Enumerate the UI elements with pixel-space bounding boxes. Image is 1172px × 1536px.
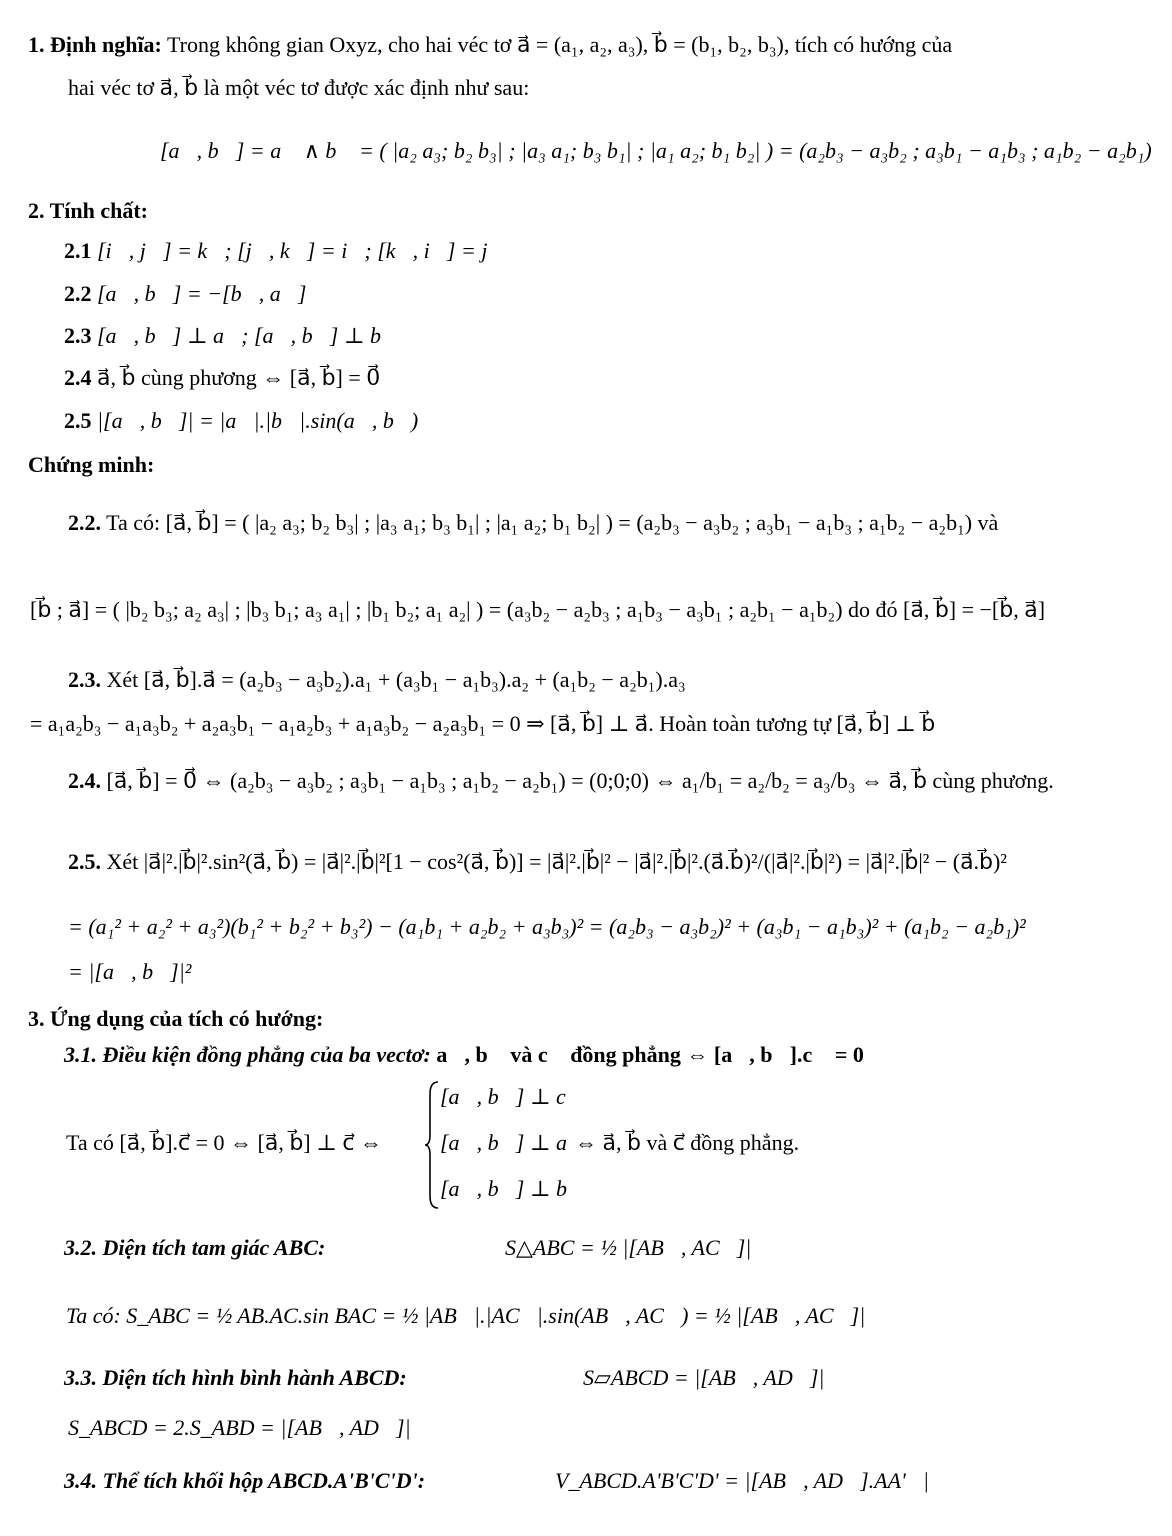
application-3-1	[64, 1040, 864, 1070]
property-formula: |[a⃗, b⃗]| = |a⃗|.|b⃗|.sin(a⃗, b⃗)	[97, 408, 419, 433]
applications-heading: 3. Ứng dụng của tích có hướng:	[28, 1006, 324, 1031]
system-brace-icon	[424, 1080, 440, 1210]
application-3-4-label: 3.4. Thể tích khối hộp ABCD.A'B'C'D':	[64, 1468, 426, 1493]
proof-text: [a⃗, b⃗] = 0⃗ ⇔ (a₂b₃ − a₃b₂ ; a₃b₁ − a₁b₃ ; a₁b₂ − a₂b₁) = (0;0;0) ⇔ a₁/b₁ = a₂/b₂ = a₃/b₃ ⇔ a⃗, b⃗ cùng phương.	[106, 768, 1054, 793]
application-3-1-system-row-2: [a⃗, b⃗] ⊥ a⃗	[440, 1130, 585, 1155]
property-2-2	[64, 279, 306, 309]
application-3-1-proof-right: ⇔ a⃗, b⃗ và c⃗ đồng phẳng.	[575, 1130, 800, 1155]
proof-2-5-line-1	[68, 847, 1007, 877]
application-3-1-proof-left: Ta có [a⃗, b⃗].c⃗ = 0 ⇔ [a⃗, b⃗] ⊥ c⃗ ⇔	[66, 1130, 382, 1155]
property-formula: [a⃗, b⃗] ⊥ a⃗; [a⃗, b⃗] ⊥ b⃗	[97, 323, 399, 348]
cross-product-definition-formula: [a⃗, b⃗] = a⃗ ∧ b⃗ = ( |a₂ a₃; b₂ b₃| ; |a₃ a₁; b₃ b₁| ; |a₁ a₂; b₁ b₂| ) = (a₂b₃ − a₃b₂ ; a₃b₁ − a₁b₃ ; a₁b₂ − a₂b₁)	[160, 138, 1152, 163]
proof-label: 2.5.	[68, 849, 101, 874]
application-3-1-system-row-1: [a⃗, b⃗] ⊥ c⃗	[440, 1084, 583, 1109]
property-2-1	[64, 236, 505, 266]
proof-2-2-line-2: [b⃗ ; a⃗] = ( |b₂ b₃; a₂ a₃| ; |b₃ b₁; a₃ a₁| ; |b₁ b₂; a₁ a₂| ) = (a₃b₂ − a₂b₃ ; a₁b₃ − a₃b₁ ; a₂b₁ − a₁b₂) do đó [a⃗, b⃗] = −[b⃗, a⃗]	[30, 597, 1046, 622]
proof-heading: Chứng minh:	[28, 452, 155, 477]
property-label: 2.2	[64, 281, 92, 306]
proof-2-5-line-2: = (a₁² + a₂² + a₃²)(b₁² + b₂² + b₃²) − (a₁b₁ + a₂b₂ + a₃b₃)² = (a₂b₃ − a₃b₂)² + (a₃b₁ − a₁b₃)² + (a₁b₂ − a₂b₁)²	[68, 914, 1026, 939]
proof-2-3-line-1	[68, 665, 686, 695]
proof-2-5-line-3: = |[a⃗, b⃗]|²	[68, 959, 192, 984]
property-2-5	[64, 406, 418, 436]
definition-paragraph	[28, 30, 952, 60]
proof-text: Xét |a⃗|².|b⃗|².sin²(a⃗, b⃗) = |a⃗|².|b⃗|²[1 − cos²(a⃗, b⃗)] = |a⃗|².|b⃗|² − |a⃗|².|b⃗|².(a⃗.b⃗)²/(|a⃗|².|b⃗|²) = |a⃗|².|b⃗|² − (a⃗.b⃗)²	[106, 849, 1007, 874]
proof-label: 2.2.	[68, 510, 101, 535]
application-3-4-formula: V_ABCD.A'B'C'D' = |[AB⃗, AD⃗].AA'⃗|	[555, 1468, 929, 1493]
property-formula: [a⃗, b⃗] = −[b⃗, a⃗]	[97, 281, 307, 306]
property-label: 2.3	[64, 323, 92, 348]
property-formula: a⃗, b⃗ cùng phương ⇔ [a⃗, b⃗] = 0⃗	[97, 365, 381, 390]
proof-2-3-line-2: = a₁a₂b₃ − a₁a₃b₂ + a₂a₃b₁ − a₁a₂b₃ + a₁a₃b₂ − a₂a₃b₁ = 0 ⇒ [a⃗, b⃗] ⊥ a⃗. Hoàn toàn tương tự [a⃗, b⃗] ⊥ b⃗	[30, 711, 936, 736]
application-3-3-label: 3.3. Diện tích hình bình hành ABCD:	[64, 1365, 407, 1390]
definition-intro: Trong không gian Oxyz, cho hai véc tơ a⃗ = (a₁, a₂, a₃), b⃗ = (b₁, b₂, b₃), tích có hướng của	[167, 32, 953, 57]
property-label: 2.5	[64, 408, 92, 433]
application-3-2-proof: Ta có: S_ABC = ½ AB.AC.sin BAC = ½ |AB⃗|.|AC⃗|.sin(AB⃗, AC⃗) = ½ |[AB⃗, AC⃗]|	[66, 1303, 866, 1328]
application-label: 3.1. Điều kiện đồng phẳng của ba vectơ:	[64, 1042, 431, 1067]
application-3-2-label: 3.2. Diện tích tam giác ABC:	[64, 1235, 326, 1260]
proof-2-2-line-1	[68, 508, 998, 538]
application-3-2-formula: S△ABC = ½ |[AB⃗, AC⃗]|	[505, 1235, 752, 1260]
property-formula: [i⃗, j⃗] = k⃗; [j⃗, k⃗] = i⃗; [k⃗, i⃗] = j⃗	[97, 238, 505, 263]
definition-heading: 1. Định nghĩa:	[28, 32, 162, 57]
proof-text: Xét [a⃗, b⃗].a⃗ = (a₂b₃ − a₃b₂).a₁ + (a₃b₁ − a₁b₃).a₂ + (a₁b₂ − a₂b₁).a₃	[106, 667, 686, 692]
property-2-3	[64, 321, 398, 351]
application-3-1-system-row-3: [a⃗, b⃗] ⊥ b⃗	[440, 1176, 585, 1201]
properties-heading: 2. Tính chất:	[28, 198, 149, 223]
property-label: 2.4	[64, 365, 92, 390]
application-3-3-formula: S▱ABCD = |[AB⃗, AD⃗]|	[583, 1365, 825, 1390]
definition-intro-continued: hai véc tơ a⃗, b⃗ là một véc tơ được xác định như sau:	[68, 75, 530, 100]
property-2-4	[64, 363, 380, 393]
application-formula: a⃗, b⃗ và c⃗ đồng phẳng ⇔ [a⃗, b⃗].c⃗ = 0	[436, 1042, 864, 1067]
property-label: 2.1	[64, 238, 92, 263]
proof-2-4	[68, 766, 1054, 796]
proof-label: 2.3.	[68, 667, 101, 692]
proof-label: 2.4.	[68, 768, 101, 793]
application-3-3-proof: S_ABCD = 2.S_ABD = |[AB⃗, AD⃗]|	[68, 1415, 411, 1440]
proof-text: Ta có: [a⃗, b⃗] = ( |a₂ a₃; b₂ b₃| ; |a₃ a₁; b₃ b₁| ; |a₁ a₂; b₁ b₂| ) = (a₂b₃ − a₃b₂ ; a₃b₁ − a₁b₃ ; a₁b₂ − a₂b₁) và	[106, 510, 999, 535]
